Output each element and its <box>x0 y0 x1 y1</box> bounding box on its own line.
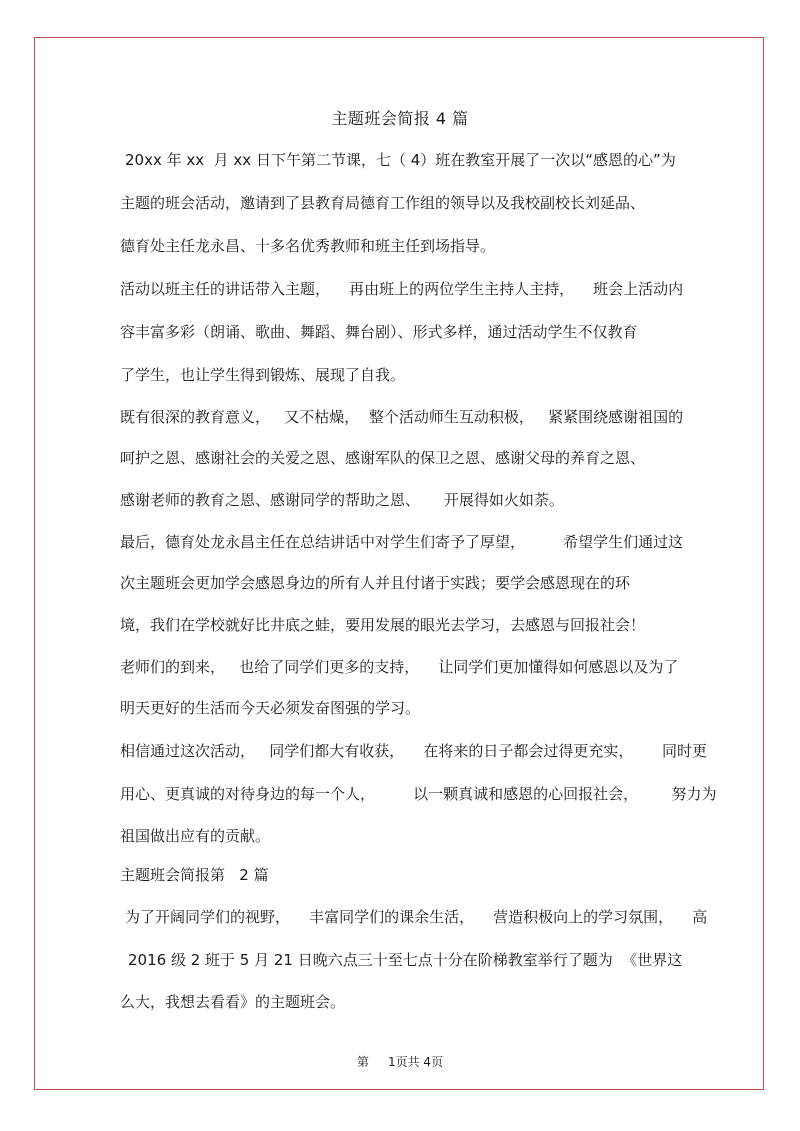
text-line: 2016 级 2 班于 5 月 21 日晚六点三十至七点十分在阶梯教室举行了题为 《世界这 <box>128 951 683 969</box>
text-line: 老师们的到来， 也给了同学们更多的支持， 让同学们更加懂得如何感恩以及为了 <box>120 658 679 676</box>
text-line: 最后，德育处龙永昌主任在总结讲话中对学生们寄予了厚望， 希望学生们通过这 <box>120 533 684 551</box>
text-line: 用心、更真诚的对待身边的每一个人， 以一颗真诚和感恩的心回报社会， 努力为 <box>120 785 717 803</box>
text-line: 20xx 年 xx 月 xx 日下午第二节课，七（ 4）班在教室开展了一次以“感恩的心”为 <box>125 151 676 169</box>
text-line: 主题的班会活动，邀请到了县教育局德育工作组的领导以及我校副校长刘延品、 <box>120 194 646 212</box>
text-line: 境，我们在学校就好比井底之蛙，要用发展的眼光去学习，去感恩与回报社会！ <box>120 616 646 634</box>
text-line: 既有很深的教育意义， 又不枯燥， 整个活动师生互动积极， 紧紧围绕感谢祖国的 <box>120 408 684 426</box>
text-line: 么大，我想去看看》的主题班会。 <box>120 993 346 1011</box>
text-line: 感谢老师的教育之恩、感谢同学的帮助之恩、 开展得如火如荼。 <box>120 491 564 509</box>
text-line: 明天更好的生活而今天必须发奋图强的学习。 <box>120 699 421 717</box>
text-line: 次主题班会更加学会感恩身边的所有人并且付诸于实践；要学会感恩现在的环 <box>120 574 631 592</box>
page-footer: 第 1页共 4页 <box>356 1055 444 1069</box>
text-line: 了学生，也让学生得到锻炼、展现了自我。 <box>120 366 406 384</box>
text-line: 呵护之恩、感谢社会的关爱之恩、感谢军队的保卫之恩、感谢父母的养育之恩、 <box>120 449 646 467</box>
text-line: 祖国做出应有的贡献。 <box>120 827 271 845</box>
text-line: 相信通过这次活动， 同学们都大有收获， 在将来的日子都会过得更充实， 同时更 <box>120 742 707 760</box>
document-title: 主题班会简报 4 篇 <box>331 109 469 128</box>
section-heading: 主题班会简报第 2 篇 <box>120 866 269 884</box>
text-line: 容丰富多彩（朗诵、歌曲、舞蹈、舞台剧）、形式多样，通过活动学生不仅教育 <box>120 323 638 341</box>
text-line: 德育处主任龙永昌、十多名优秀教师和班主任到场指导。 <box>120 237 496 255</box>
text-line: 为了开阔同学们的视野， 丰富同学们的课余生活， 营造积极向上的学习氛围， 高 <box>125 908 708 926</box>
text-line: 活动以班主任的讲话带入主题， 再由班上的两位学生主持人主持， 班会上活动内 <box>120 280 684 298</box>
